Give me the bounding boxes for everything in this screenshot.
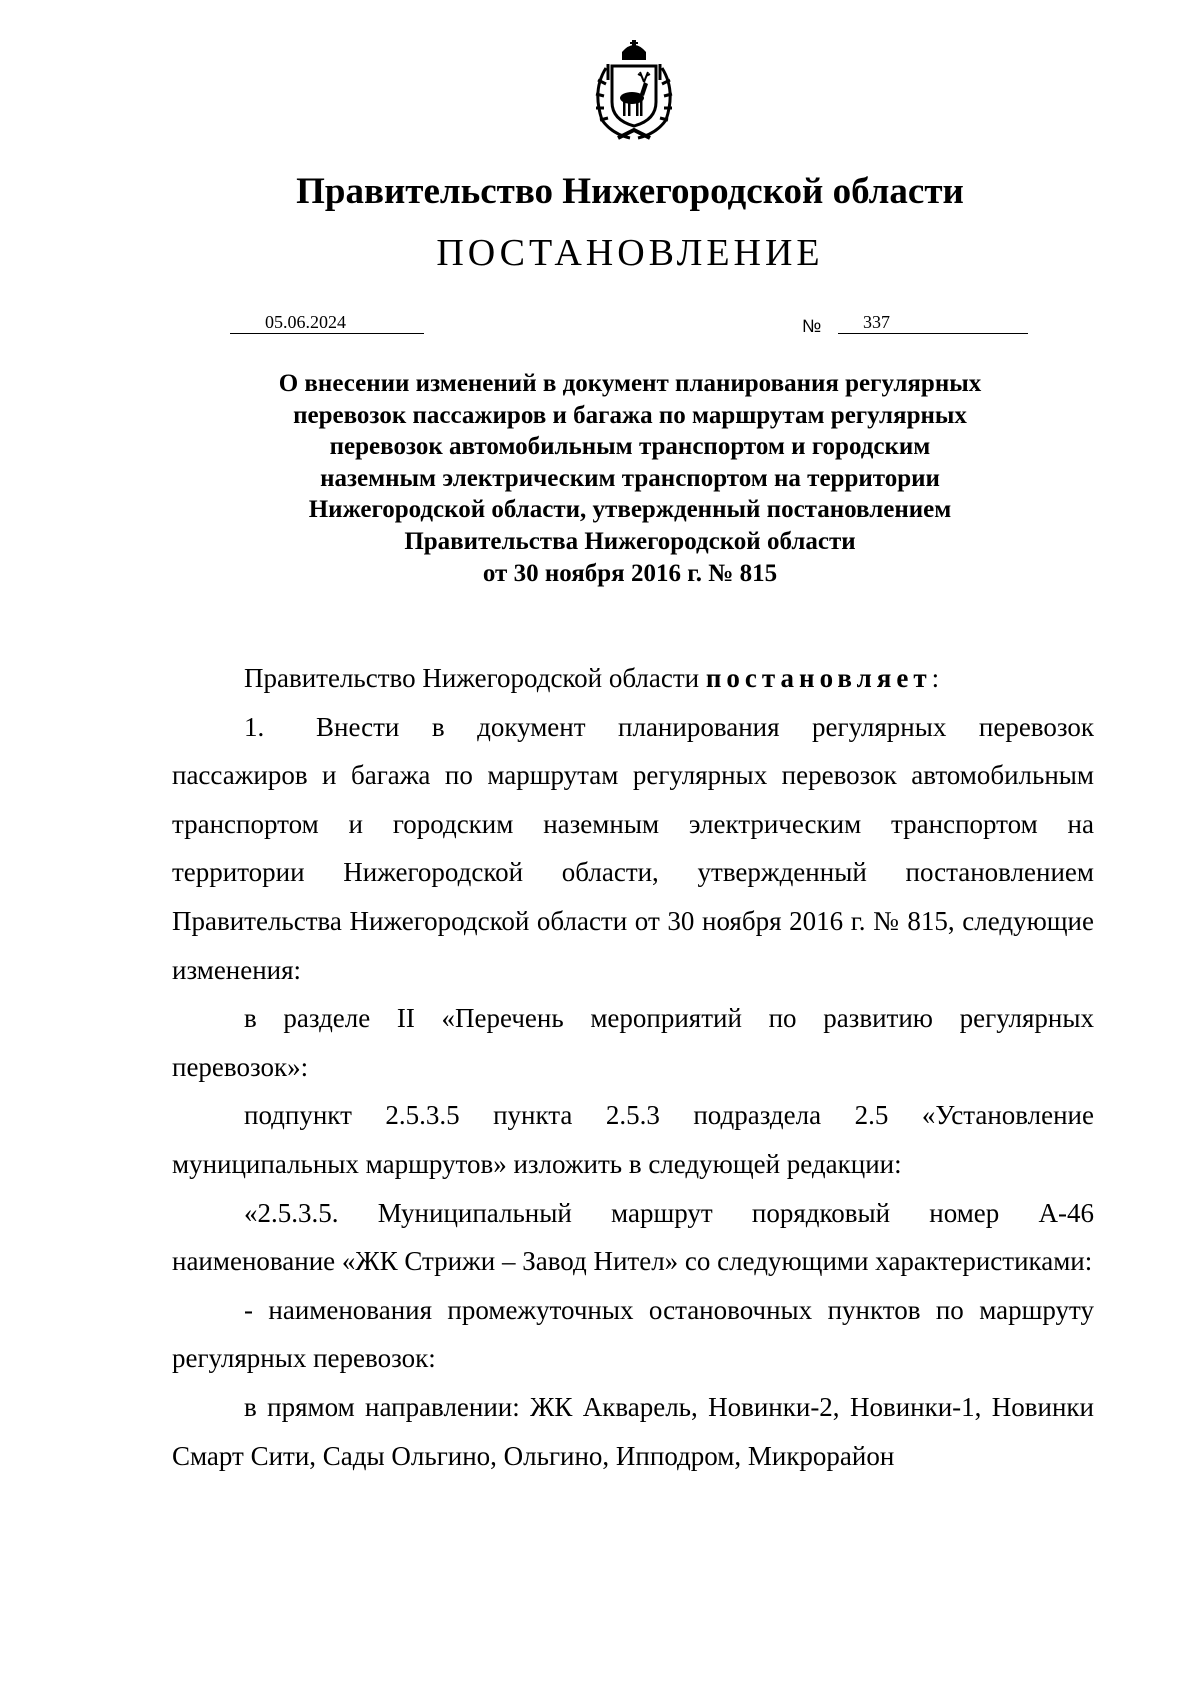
document-body <box>172 654 1094 1480</box>
document-subject <box>180 368 1080 589</box>
coat-of-arms-icon <box>578 40 690 144</box>
subject-line: от 30 ноября 2016 г. № 815 <box>482 559 778 587</box>
document-number: 337 <box>863 312 890 332</box>
subject-line: перевозок пассажиров и багажа по маршрутам регулярных <box>293 401 967 429</box>
document-number-field <box>838 311 1028 334</box>
coat-of-arms-emblem <box>578 40 690 144</box>
document-date-field <box>230 311 424 334</box>
item-1-text: Внести в документ планирования регулярных перевозок <box>316 711 1094 742</box>
body-paragraph: - наименования промежуточных остановочных пунктов по маршруту регулярных перевозок: <box>172 1294 1094 1374</box>
document-date: 05.06.2024 <box>265 312 346 332</box>
document-type: ПОСТАНОВЛЕНИЕ <box>436 232 824 274</box>
intro-end: : <box>931 663 940 693</box>
body-paragraph: подпункт 2.5.3.5 пункта 2.5.3 подраздела 2.5 «Установление муниципальных маршрутов» изложить в следующей редакции: <box>172 1100 1094 1179</box>
item-1-first-line <box>172 703 1094 752</box>
subject-line: Нижегородской области, утвержденный постановлением <box>308 496 952 524</box>
subject-line: О внесении изменений в документ планирования регулярных <box>278 370 982 397</box>
subject-line: наземным электрическим транспортом на территории <box>320 464 940 492</box>
subject-line: перевозок автомобильным транспортом и городским <box>329 433 931 461</box>
body-paragraph: «2.5.3.5. Муниципальный маршрут порядковый номер А-46 наименование «ЖК Стрижи – Завод Нител» со следующими характеристиками: <box>172 1197 1094 1277</box>
government-name: Правительство Нижегородской области <box>296 171 964 212</box>
item-1-continuation: пассажиров и багажа по маршрутам регулярных перевозок автомобильным транспортом и городским наземным электрическим транспортом на территории Нижегородской области, утвержденный постановлением Правительства Нижегородской области от 30 ноября 2016 г. № 815, следующие изменения: <box>172 760 1094 985</box>
number-sign: № <box>802 316 822 336</box>
item-1-number: 1. <box>244 711 265 742</box>
body-paragraph: в прямом направлении: ЖК Акварель, Новинки-2, Новинки-1, Новинки Смарт Сити, Сады Ольгино, Ольгино, Ипподром, Микрорайон <box>172 1391 1094 1471</box>
subject-line: Правительства Нижегородской области <box>404 527 856 555</box>
intro-emphasis: постановляет <box>705 663 932 693</box>
body-paragraph: в разделе II «Перечень мероприятий по развитию регулярных перевозок»: <box>172 1003 1094 1082</box>
resolution-intro <box>172 654 1094 703</box>
intro-text: Правительство Нижегородской области <box>244 663 700 693</box>
